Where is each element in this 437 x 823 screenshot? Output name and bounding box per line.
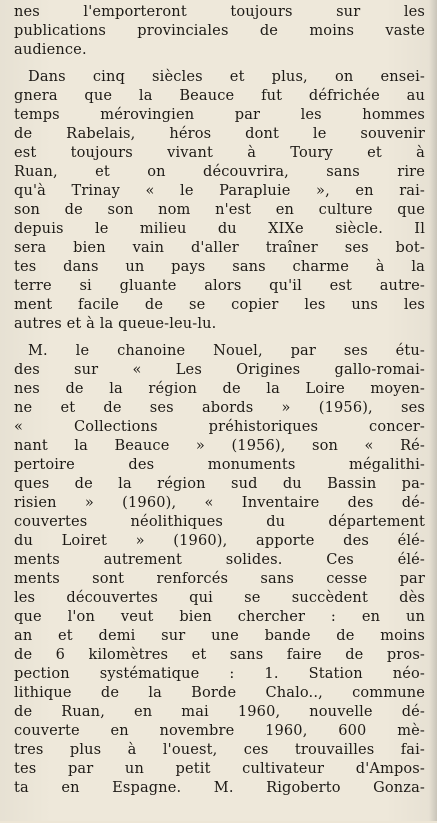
text-line: ques de la région sud du Bassin pa- bbox=[14, 475, 425, 492]
text-line: risien » (1960), « Inventaire des dé- bbox=[14, 494, 425, 511]
text-line: des sur « Les Origines gallo-romai- bbox=[14, 361, 425, 378]
text-line: « Collections préhistoriques concer- bbox=[14, 418, 425, 435]
text-line: que l'on veut bien chercher : en un bbox=[14, 608, 425, 625]
text-line: temps mérovingien par les hommes bbox=[14, 106, 425, 123]
text-line: lithique de la Borde Chalo.., commune bbox=[14, 684, 425, 701]
text-line: depuis le milieu du XIXe siècle. Il bbox=[14, 220, 425, 237]
text-line: nes de la région de la Loire moyen- bbox=[14, 380, 425, 397]
text-line: Dans cinq siècles et plus, on ensei- bbox=[28, 68, 425, 85]
text-line: sera bien vain d'aller traîner ses bot- bbox=[14, 239, 425, 256]
text-line: de Ruan, en mai 1960, nouvelle dé- bbox=[14, 703, 425, 720]
text-line: ne et de ses abords » (1956), ses bbox=[14, 399, 425, 416]
text-line: gnera que la Beauce fut défrichée au bbox=[14, 87, 425, 104]
text-line: nant la Beauce » (1956), son « Ré- bbox=[14, 437, 425, 454]
text-line: couverte en novembre 1960, 600 mè- bbox=[14, 722, 425, 739]
text-line: de Rabelais, héros dont le souvenir bbox=[14, 125, 425, 142]
text-line: les découvertes qui se succèdent dès bbox=[14, 589, 425, 606]
paragraph-1 bbox=[14, 2, 425, 59]
text-line: couvertes néolithiques du département bbox=[14, 513, 425, 530]
text-line: audience. bbox=[14, 41, 87, 58]
text-line: est toujours vivant à Toury et à bbox=[14, 144, 425, 161]
text-line: tes dans un pays sans charme à la bbox=[14, 258, 425, 275]
text-line: de 6 kilomètres et sans faire de pros- bbox=[14, 646, 425, 663]
page-edge-shadow bbox=[429, 0, 437, 821]
text-line: pertoire des monuments mégalithi- bbox=[14, 456, 425, 473]
text-line: autres et à la queue-leu-lu. bbox=[14, 315, 217, 332]
text-line: nes l'emporteront toujours sur les bbox=[14, 3, 425, 20]
text-line: qu'à Trinay « le Parapluie », en rai- bbox=[14, 182, 425, 199]
text-line: publications provinciales de moins vaste bbox=[14, 22, 425, 39]
text-line: son de son nom n'est en culture que bbox=[14, 201, 425, 218]
text-line: ment facile de se copier les uns les bbox=[14, 296, 425, 313]
paragraph-3 bbox=[14, 341, 425, 797]
text-line: terre si gluante alors qu'il est autre- bbox=[14, 277, 425, 294]
text-line: ments autrement solides. Ces élé- bbox=[14, 551, 425, 568]
text-line: an et demi sur une bande de moins bbox=[14, 627, 425, 644]
paragraph-2 bbox=[14, 67, 425, 333]
text-line: ments sont renforcés sans cesse par bbox=[14, 570, 425, 587]
text-column bbox=[14, 2, 425, 823]
text-line: M. le chanoine Nouel, par ses étu- bbox=[28, 342, 425, 359]
text-line: tes par un petit cultivateur d'Ampos- bbox=[14, 760, 425, 777]
text-line: Ruan, et on découvrira, sans rire bbox=[14, 163, 425, 180]
text-line: ta en Espagne. M. Rigoberto Gonza- bbox=[14, 779, 425, 796]
text-line: pection systématique : 1. Station néo- bbox=[14, 665, 425, 682]
text-line: tres plus à l'ouest, ces trouvailles fai- bbox=[14, 741, 425, 758]
text-line: du Loiret » (1960), apporte des élé- bbox=[14, 532, 425, 549]
